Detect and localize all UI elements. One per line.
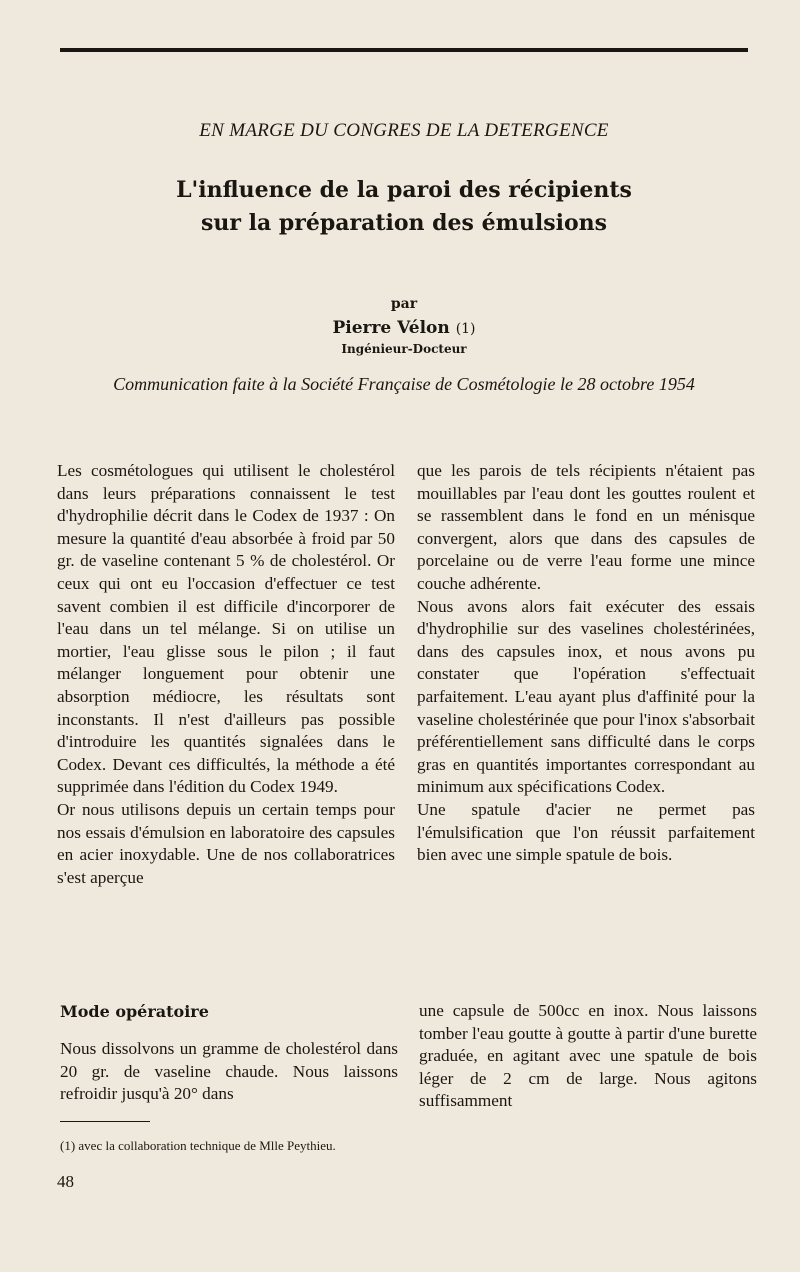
author-footnote-ref: (1) [455,321,476,337]
paragraph: que les parois de tels récipients n'étaient pas mouillables par l'eau dont les gouttes roulent et se rassemblent dans le fond en un ménisque convergent, alors que dans des capsules de porcelaine ou de verre l'eau forme une mince couche adhérente. [417,461,755,593]
top-rule [60,48,748,52]
paragraph: Les cosmétologues qui utilisent le cholestérol dans leurs préparations connaissent le test d'hydrophilie décrit dans le Codex de 1937 : On mesure la quantité d'eau absorbée à froid par 50 gr. de vaseline contenant 5 % de cholestérol. Or ceux qui ont eu l'occasion d'effectuer ce test savent combien il est difficile d'incorporer de l'eau dans un tel mélange. Si on utilise un mortier, l'eau glisse sous le pilon ; il faut mélanger longuement pour obtenir une absorption médiocre, les résultats sont inconstants. Il n'est d'ailleurs pas possible d'introduire les quantités signalées dans le Codex. Devant ces difficultés, la méthode a été supprimée dans l'édition du Codex 1949. [57,461,395,797]
article-title [60,174,748,240]
author-name: Pierre Vélon [332,318,450,338]
paragraph: Une spatule d'acier ne permet pas l'émulsification que l'on réussit parfaitement bien avec une simple spatule de bois. [417,799,755,865]
intro-right-column [417,460,755,867]
page-number: 48 [57,1172,74,1191]
paragraph: Nous dissolvons un gramme de cholestérol dans 20 gr. de vaseline chaude. Nous laissons refroidir jusqu'à 20° dans [60,1039,398,1104]
title-line-1: L'influence de la paroi des récipients [176,177,632,203]
section-heading: Mode opératoire [60,1002,209,1021]
byline-par: par [390,296,418,312]
paragraph: Or nous utilisons depuis un certain temps pour nos essais d'émulsion en laboratoire des capsules en acier inoxydable. Une de nos collaboratrices s'est aperçue [57,799,395,887]
author [60,318,748,338]
title-line-2: sur la préparation des émulsions [200,210,608,236]
intro-left-column [57,460,395,889]
kicker: EN MARGE DU CONGRES DE LA DETERGENCE [199,120,609,141]
communication-line: Communication faite à la Société Française de Cosmétologie le 28 octobre 1954 [113,374,695,394]
method-right-column [419,1000,757,1113]
footnote-rule [60,1121,150,1122]
method-left-column [60,1000,398,1106]
paragraph: Nous avons alors fait exécuter des essais d'hydrophilie sur des vaselines cholestérinées, dans des capsules inox, et nous avons pu constater que l'opération s'effectuait parfaitement. L'eau ayant plus d'affinité pour la vaseline cholestérinée que pour l'inox s'absorbait préférentiellement sans difficulté dans le corps gras en quantités importantes correspondant au minimum aux spécifications Codex. [417,596,755,797]
author-role: Ingénieur-Docteur [341,342,467,356]
paragraph: une capsule de 500cc en inox. Nous laissons tomber l'eau goutte à goutte à partir d'une burette graduée, en agitant avec une spatule de bois léger de 2 cm de large. Nous agitons suffisamment [419,1001,757,1111]
footnote: (1) avec la collaboration technique de Mlle Peythieu. [60,1138,336,1153]
